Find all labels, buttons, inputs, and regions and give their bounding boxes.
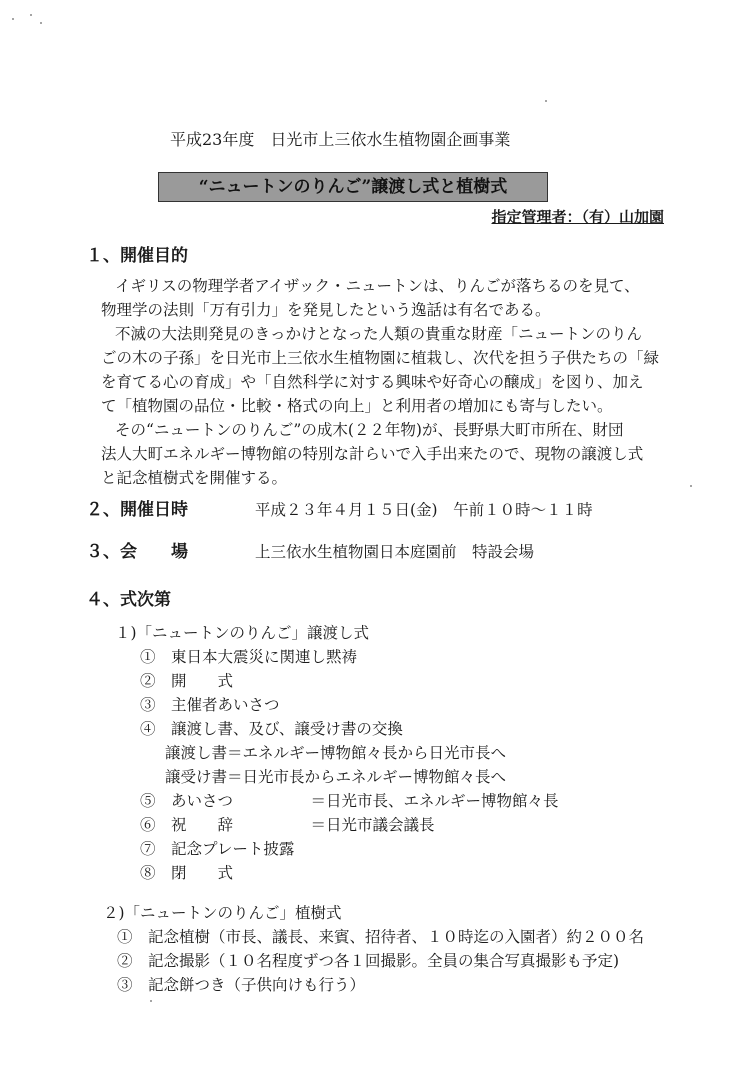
- program-item: ④ 譲渡し書、及び、譲受け書の交換: [140, 720, 403, 738]
- section4-heading: ４、式次第: [86, 590, 171, 610]
- scan-speck: [690, 485, 692, 487]
- scan-speck: [545, 100, 547, 102]
- program-item: ⑦ 記念プレート披露: [140, 840, 295, 858]
- program-item: ② 開 式: [140, 672, 234, 690]
- section1-line: て「植物園の品位・比較・格式の向上」と利用者の増加にも寄与したい。: [101, 397, 613, 415]
- scan-speck: [12, 18, 14, 20]
- program-item: ③ 記念餅つき（子供向けも行う）: [117, 976, 366, 994]
- event-title: “ニュートンのりんご”譲渡し式と植樹式: [158, 172, 548, 202]
- section1-line: ごの木の子孫」を日光市上三依水生植物園に植栽し、次代を担う子供たちの「緑: [101, 349, 660, 367]
- program-item: ③ 主催者あいさつ: [140, 696, 280, 714]
- program-item: ① 東日本大震災に関連し黙祷: [140, 648, 358, 666]
- section1-line: その“ニュートンのりんご”の成木(２２年物)が、長野県大町市所在、財団: [115, 421, 624, 439]
- program-subitem: 譲受け書＝日光市長からエネルギー博物館々長へ: [165, 768, 507, 786]
- section1-line: を育てる心の育成」や「自然科学に対する興味や好奇心の醸成」を図り、加え: [101, 373, 644, 391]
- event-datetime: 平成２３年４月１５日(金) 午前１０時～１１時: [255, 501, 593, 519]
- organizer: 指定管理者：（有）山加園: [491, 208, 664, 226]
- section1-line: イギリスの物理学者アイザック・ニュートンは、りんごが落ちるのを見て、: [115, 277, 640, 295]
- program-part1-title: １)「ニュートンのりんご」譲渡し式: [115, 624, 370, 642]
- scan-speck: [40, 22, 42, 24]
- program-item: ⑧ 閉 式: [140, 864, 234, 882]
- section1-line: 不滅の大法則発見のきっかけとなった人類の貴重な財産「ニュートンのりん: [115, 325, 643, 343]
- event-venue: 上三依水生植物園日本庭園前 特設会場: [255, 543, 535, 561]
- section1-heading: １、開催目的: [86, 246, 188, 266]
- section1-line: 物理学の法則「万有引力」を発見したという逸話は有名である。: [101, 301, 551, 319]
- section2-heading: ２、開催日時: [86, 500, 188, 520]
- program-item: ⑤ あいさつ ＝日光市長、エネルギー博物館々長: [140, 792, 559, 810]
- program-item: ① 記念植樹（市長、議長、来賓、招待者、１０時迄の入園者）約２００名: [117, 928, 645, 946]
- scan-speck: [30, 14, 32, 16]
- section1-line: と記念植樹式を開催する。: [101, 469, 288, 487]
- section3-heading: ３、会 場: [86, 542, 188, 562]
- section1-line: 法人大町エネルギー博物館の特別な計らいで入手出来たので、現物の譲渡し式: [101, 445, 644, 463]
- scan-speck: [150, 1000, 152, 1002]
- document-title: 平成23年度 日光市上三依水生植物園企画事業: [170, 130, 511, 149]
- program-part2-title: ２)「ニュートンのりんご」植樹式: [103, 904, 342, 922]
- program-item: ② 記念撮影（１０名程度ずつ各１回撮影。全員の集合写真撮影も予定): [117, 952, 620, 970]
- program-item: ⑥ 祝 辞 ＝日光市議会議長: [140, 816, 435, 834]
- program-subitem: 譲渡し書＝エネルギー博物館々長から日光市長へ: [165, 744, 507, 762]
